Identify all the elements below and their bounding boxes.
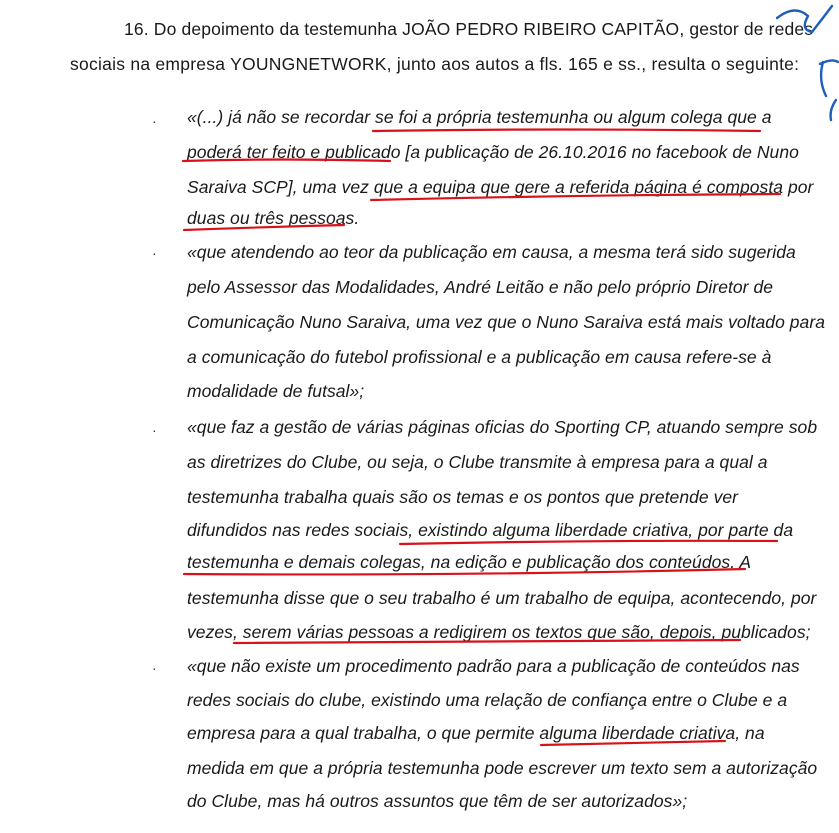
item-3-line-4: difundidos nas redes sociais, existindo alguma liberdade criativa, por parte da bbox=[187, 520, 794, 540]
item-3-line-6: testemunha disse que o seu trabalho é um trabalho de equipa, acontecendo, por bbox=[187, 588, 817, 608]
item-2-line-2: pelo Assessor das Modalidades, André Leitão e não pelo próprio Diretor de bbox=[187, 277, 774, 297]
item-1-line-2: poderá ter feito e publicado [a publicação de 26.10.2016 no facebook de Nuno bbox=[187, 142, 799, 162]
intro-line-1: 16. Do depoimento da testemunha JOÃO PEDRO RIBEIRO CAPITÃO, gestor de redes bbox=[124, 19, 814, 39]
red-underline bbox=[400, 541, 777, 544]
red-underline bbox=[373, 130, 760, 132]
item-3-line-2: as diretrizes do Clube, ou seja, o Clube transmite à empresa para a qual a bbox=[187, 452, 768, 472]
item-4-line-2: redes sociais do clube, existindo uma relação de confiança entre o Clube e a bbox=[187, 690, 788, 710]
blue-pen-scribble bbox=[831, 100, 836, 120]
bullet-marker: · bbox=[152, 422, 157, 438]
item-3-line-1: «que faz a gestão de várias páginas oficias do Sporting CP, atuando sempre sob bbox=[187, 417, 818, 437]
item-2-line-3: Comunicação Nuno Saraiva, uma vez que o Nuno Saraiva está mais voltado para bbox=[187, 312, 825, 332]
item-1-line-3: Saraiva SCP], uma vez que a equipa que gere a referida página é composta por bbox=[187, 177, 814, 197]
bullet-marker: · bbox=[152, 660, 157, 676]
item-2-line-4: a comunicação do futebol profissional e a publicação em causa refere-se à bbox=[187, 347, 772, 367]
bullet-marker: · bbox=[152, 245, 157, 261]
item-2-line-1: «que atendendo ao teor da publicação em causa, a mesma terá sido sugerida bbox=[187, 242, 796, 262]
item-1-line-4: duas ou três pessoas. bbox=[187, 208, 360, 228]
item-4-line-5: do Clube, mas há outros assuntos que têm de ser autorizados»; bbox=[187, 791, 688, 811]
item-3-line-5: testemunha e demais colegas, na edição e publicação dos conteúdos. A bbox=[187, 552, 752, 572]
item-3-line-3: testemunha trabalha quais são os temas e os pontos que pretende ver bbox=[187, 487, 739, 507]
item-3-line-7: vezes, serem várias pessoas a redigirem os textos que são, depois, publicados; bbox=[187, 622, 811, 642]
item-4-line-3: empresa para a qual trabalha, o que permite alguma liberdade criativa, na bbox=[187, 723, 765, 743]
item-1-line-1: «(...) já não se recordar se foi a própria testemunha ou algum colega que a bbox=[187, 107, 772, 127]
item-2-line-5: modalidade de futsal»; bbox=[187, 381, 365, 401]
blue-pen-scribble bbox=[820, 60, 838, 96]
bullet-marker: · bbox=[152, 113, 157, 129]
item-4-line-1: «que não existe um procedimento padrão para a publicação de conteúdos nas bbox=[187, 656, 800, 676]
item-4-line-4: medida em que a própria testemunha pode escrever um texto sem a autorização bbox=[187, 758, 818, 778]
intro-line-2: sociais na empresa YOUNGNETWORK, junto aos autos a fls. 165 e ss., resulta o seguinte: bbox=[70, 54, 800, 74]
